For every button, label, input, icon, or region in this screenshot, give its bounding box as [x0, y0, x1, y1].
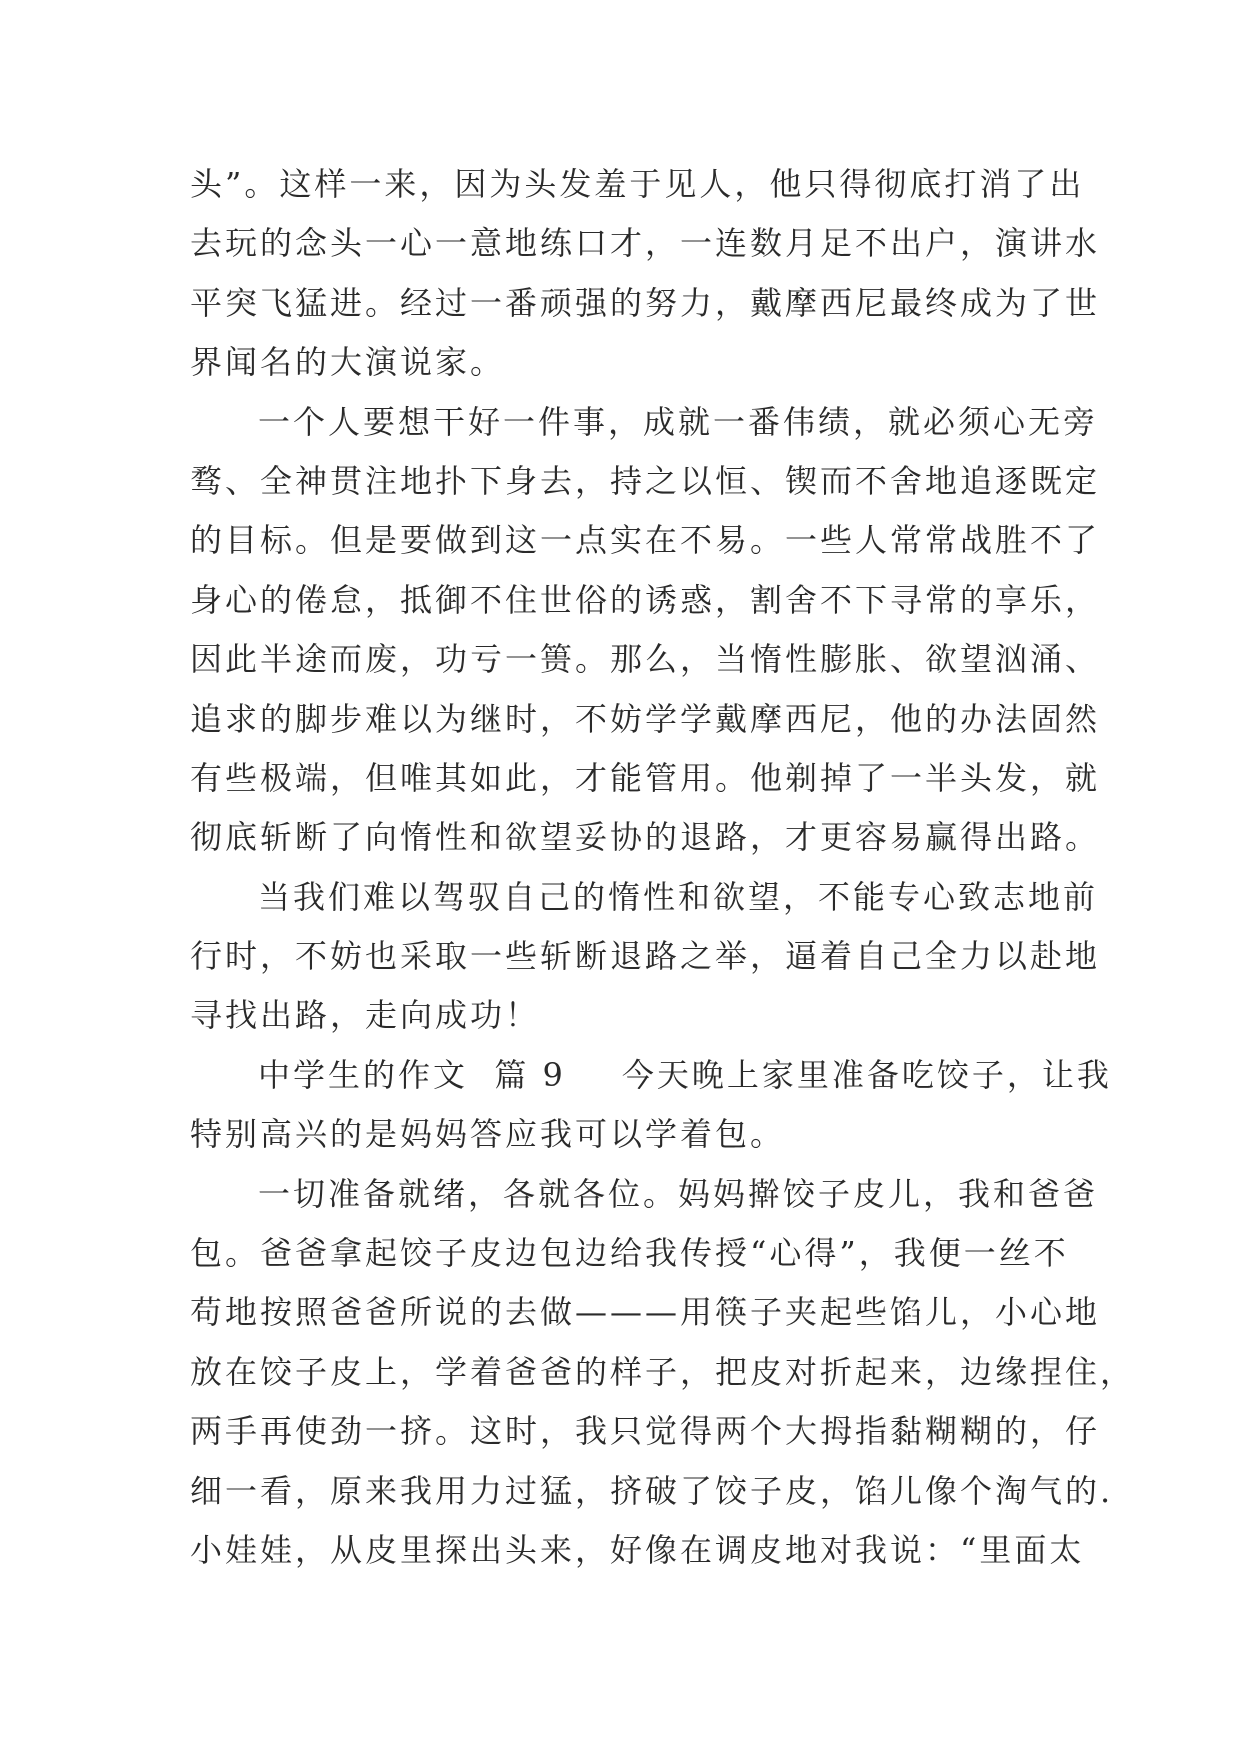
- text-line: 骛、全神贯注地扑下身去，持之以恒、锲而不舍地追逐既定: [190, 461, 1101, 500]
- text-line: 一切准备就绪，各就各位。妈妈擀饺子皮儿，我和爸爸: [258, 1174, 1099, 1213]
- text-line: 头”。这样一来，因为头发羞于见人，他只得彻底打消了出: [190, 165, 1085, 203]
- text-line: 界闻名的大演说家。: [190, 343, 506, 382]
- text-line: 寻找出路，走向成功！: [190, 996, 541, 1035]
- text-line: 平突飞猛进。经过一番顽强的努力，戴摩西尼最终成为了世: [190, 283, 1101, 322]
- text-line: 包。爸爸拿起饺子皮边包边给我传授“心得”，我便一丝不: [190, 1234, 1069, 1273]
- text-line: 行时，不妨也采取一些斩断退路之举，逼着自己全力以赴地: [190, 937, 1101, 976]
- text-line: 因此半途而废，功亏一篑。那么，当惰性膨胀、欲望汹涌、: [190, 640, 1101, 679]
- text-line: 的目标。但是要做到这一点实在不易。一些人常常战胜不了: [190, 521, 1101, 560]
- text-line: 苟地按照爸爸所说的去做———用筷子夹起些馅儿，小心地: [190, 1293, 1101, 1332]
- text-line: 小娃娃，从皮里探出头来，好像在调皮地对我说：“里面太: [190, 1530, 1085, 1569]
- text-line: 有些极端，但唯其如此，才能管用。他剃掉了一半头发，就: [190, 758, 1101, 797]
- text-line: 身心的倦怠，抵御不住世俗的诱惑，割舍不下寻常的享乐，: [190, 580, 1101, 619]
- text-line: 两手再使劲一挤。这时，我只觉得两个大拇指黏糊糊的，仔: [190, 1412, 1101, 1451]
- text-line: 特别高兴的是妈妈答应我可以学着包。: [190, 1115, 786, 1154]
- text-line: 彻底斩断了向惰性和欲望妥协的退路，才更容易赢得出路。: [190, 818, 1101, 857]
- text-line: 去玩的念头一心一意地练口才，一连数月足不出户，演讲水: [190, 224, 1101, 263]
- text-line: 一个人要想干好一件事，成就一番伟绩，就必须心无旁: [258, 402, 1099, 441]
- text-line: 细一看，原来我用力过猛，挤破了饺子皮，馅儿像个淘气的.: [190, 1471, 1114, 1510]
- text-line: 当我们难以驾驭自己的惰性和欲望，不能专心致志地前: [258, 877, 1099, 916]
- section-first-text: 今天晚上家里准备吃饺子，让我: [621, 1055, 1112, 1094]
- section-title: 中学生的作文: [258, 1055, 469, 1094]
- section-number: 篇 9: [494, 1055, 566, 1094]
- section-heading-line: [190, 1046, 1112, 1105]
- document-body: [190, 155, 1136, 1580]
- text-line: 放在饺子皮上，学着爸爸的样子，把皮对折起来，边缘捏住，: [190, 1352, 1136, 1391]
- text-line: 追求的脚步难以为继时，不妨学学戴摩西尼，他的办法固然: [190, 699, 1101, 738]
